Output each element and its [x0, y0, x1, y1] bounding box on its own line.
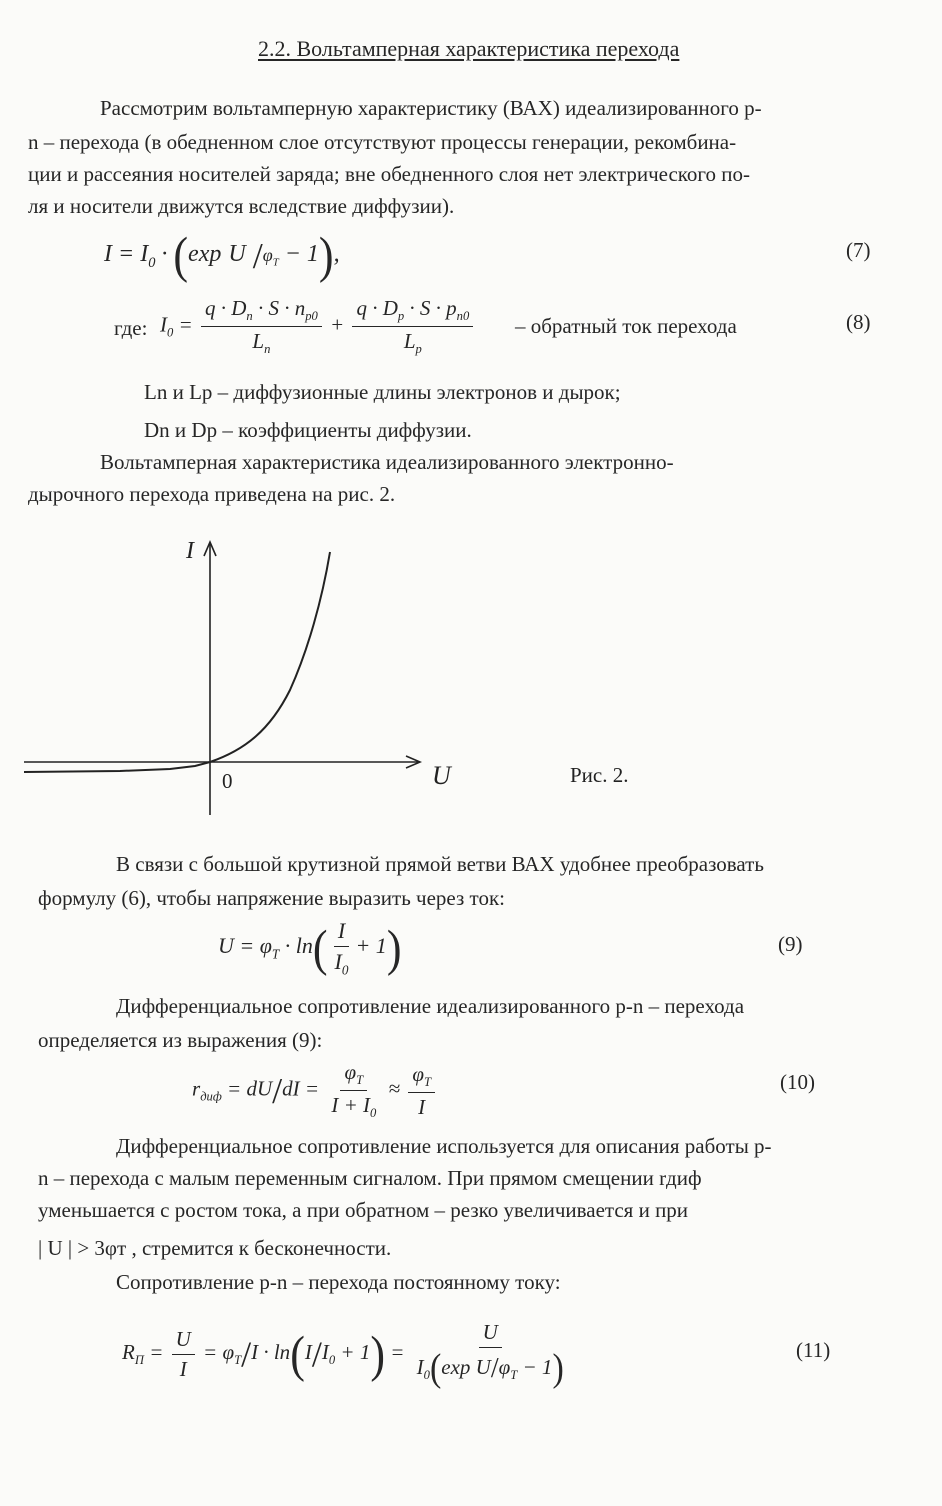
intro-line-2: n – перехода (в обедненном слое отсутствуют процессы генерации, рекомбина- — [28, 130, 737, 154]
equation-11: $R_П$ = $\frac{U}{I}$ = $\varphi_T/I \cdot \ln(I/I_0 + 1)$ = $\frac{U}{I_0(\exp U/\varphi_T - 1)}$ — [122, 1320, 564, 1390]
y-axis-label: I — [186, 538, 194, 564]
definition-diffusion-coefficients: Dn и Dp – коэффициенты диффузии. — [144, 418, 472, 442]
figure-intro-line-1: Вольтамперная характеристика идеализированного электронно- — [100, 450, 674, 474]
paragraph-2-line-2: формулу (6), чтобы напряжение выразить через ток: — [38, 886, 505, 910]
paragraph-3-line-2: определяется из выражения (9): — [38, 1028, 323, 1052]
paragraph-5: Сопротивление p-n – перехода постоянному току: — [116, 1270, 561, 1294]
paragraph-3-line-1: Дифференциальное сопротивление идеализированного p-n – перехода — [116, 994, 745, 1018]
equation-8-description: – обратный ток перехода — [515, 314, 737, 338]
iv-characteristic-figure — [0, 530, 942, 820]
equation-7-number: (7) — [846, 238, 871, 262]
equation-8-number: (8) — [846, 310, 871, 334]
equation-9-number: (9) — [778, 932, 803, 956]
iv-curve — [24, 552, 330, 772]
section-title: 2.2. Вольтамперная характеристика перехода — [258, 36, 680, 61]
origin-label: 0 — [222, 769, 233, 793]
definition-diffusion-lengths: Ln и Lp – диффузионные длины электронов и дырок; — [144, 380, 621, 404]
paragraph-4-line-1: Дифференциальное сопротивление используется для описания работы р- — [116, 1134, 772, 1158]
intro-line-1: Рассмотрим вольтамперную характеристику (ВАХ) идеализированного р- — [100, 96, 762, 120]
figure-caption: Рис. 2. — [570, 763, 629, 787]
figure-intro-line-2: дырочного перехода приведена на рис. 2. — [28, 482, 396, 506]
intro-line-3: ции и рассеяния носителей заряда; вне обедненного слоя нет электрического по- — [28, 162, 751, 186]
equation-7: $I = I_0 \cdot (\exp$ U $/\varphi_T - 1$), — [104, 227, 340, 284]
equation-10: $r_{диф} = dU/dI$ = $\frac{\varphi_T}{I + I_0}$ ≈ $\frac{\varphi_T}{I}$ — [192, 1060, 438, 1121]
equation-9: $U = \varphi_T \cdot \ln$( $\frac{I}{I_0}$ + 1) — [218, 918, 402, 978]
paragraph-4-line-4: | U | > 3φт , стремится к бесконечности. — [38, 1236, 392, 1260]
equation-10-number: (10) — [780, 1070, 815, 1094]
paragraph-4-line-2: n – перехода с малым переменным сигналом. При прямом смещении rдиф — [38, 1166, 702, 1190]
equation-8-prefix: где: — [114, 316, 148, 340]
equation-8: $I_0$ = $\frac{q \cdot D_n \cdot S \cdot n_{p0}}{L_n}$ + $\frac{q \cdot D_p \cdot S \cdot p_{n0}}{L_p}$ — [160, 296, 476, 357]
paragraph-4-line-3: уменьшается с ростом тока, а при обратном – резко увеличивается и при — [38, 1198, 689, 1222]
x-axis-label: U — [432, 761, 451, 790]
paragraph-2-line-1: В связи с большой крутизной прямой ветви ВАХ удобнее преобразовать — [116, 852, 764, 876]
intro-line-4: ля и носители движутся вследствие диффузии). — [28, 194, 455, 218]
equation-11-number: (11) — [796, 1338, 831, 1362]
